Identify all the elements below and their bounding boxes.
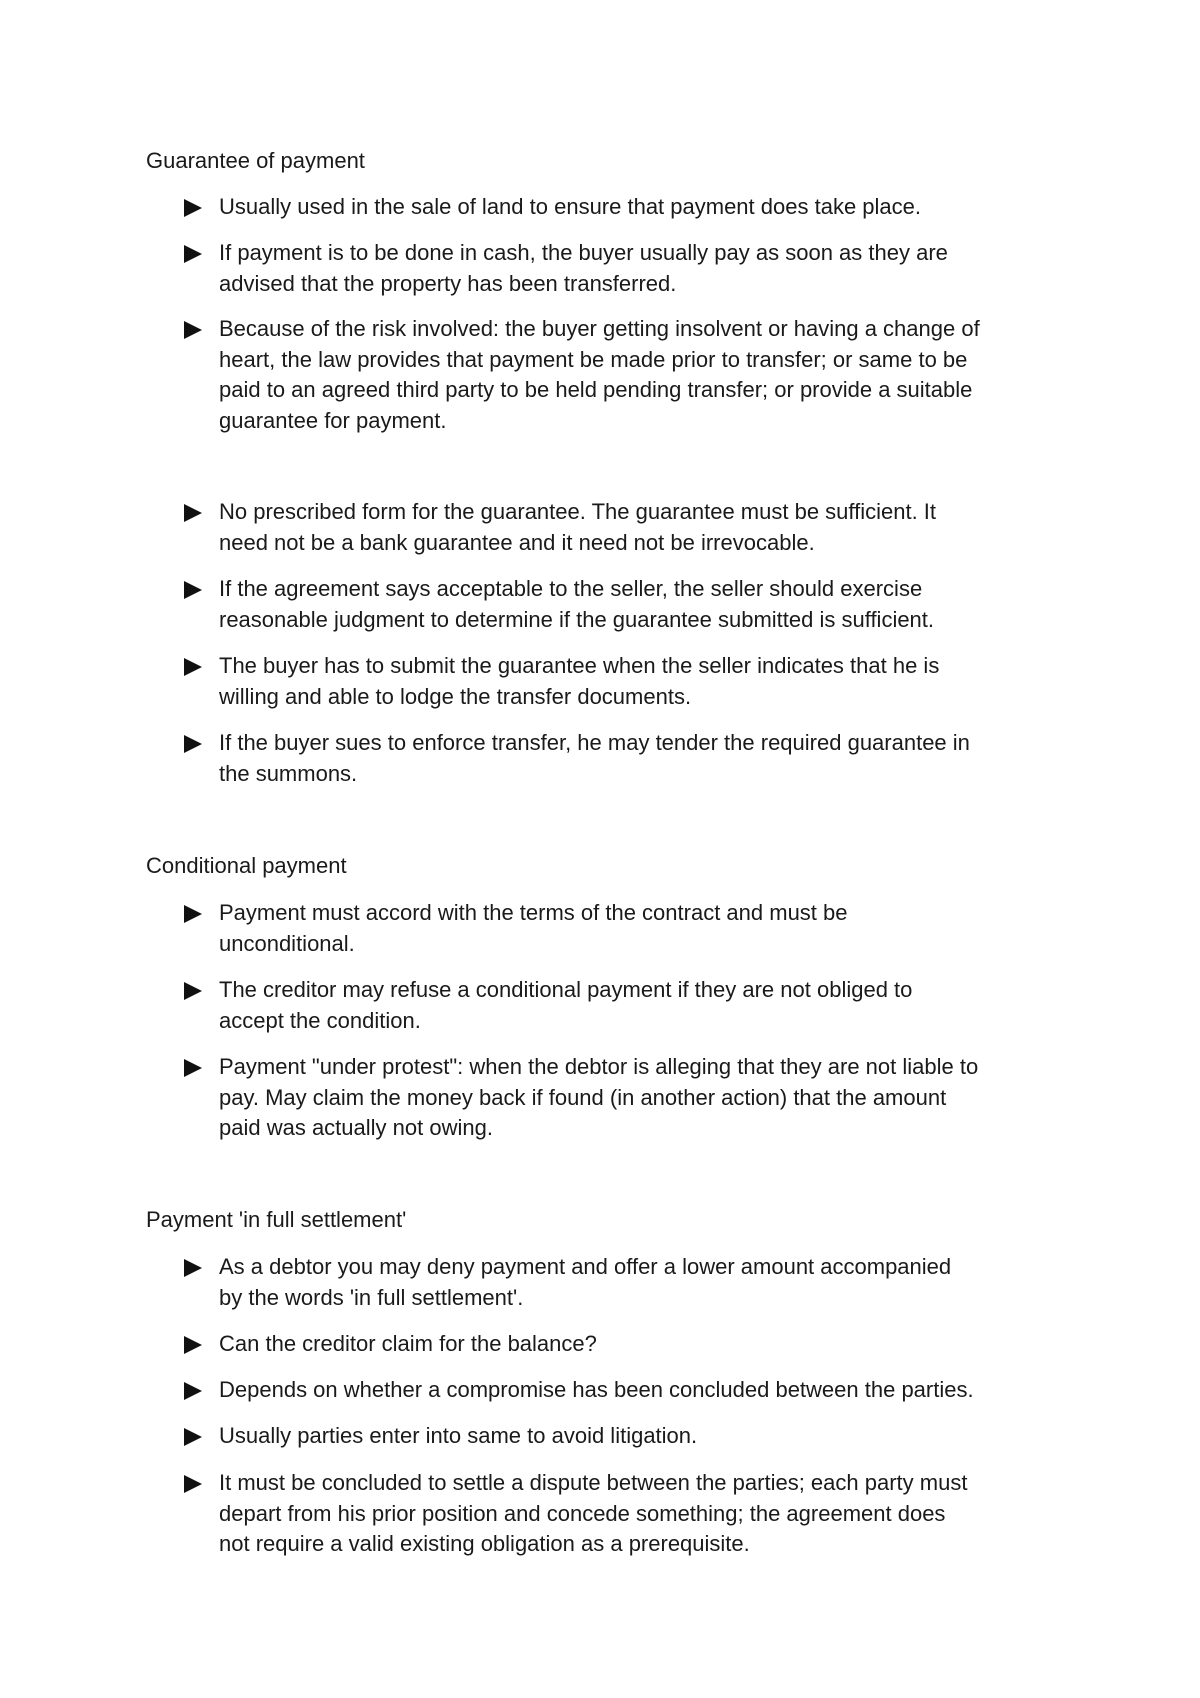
bullet-text: Can the creditor claim for the balance? (219, 1331, 597, 1356)
bullet-arrow-icon (184, 1336, 202, 1354)
bullet-arrow-icon (184, 1382, 202, 1400)
bullet-arrow-icon (184, 735, 202, 753)
bullet-arrow-icon (184, 199, 202, 217)
bullet-arrow-icon (184, 905, 202, 923)
bullet-text: The creditor may refuse a conditional payment if they are not obliged to accept the condition. (219, 977, 913, 1033)
bullet-text: As a debtor you may deny payment and offer a lower amount accompanied by the words 'in full settlement'. (219, 1254, 952, 1310)
bullet-arrow-icon (184, 658, 202, 676)
bullet-arrow-icon (184, 982, 202, 1000)
bullet-text: Usually parties enter into same to avoid litigation. (219, 1423, 698, 1448)
bullet-text: Usually used in the sale of land to ensure that payment does take place. (219, 194, 921, 219)
bullet-text: No prescribed form for the guarantee. The guarantee must be sufficient. It need not be a bank guarantee and it need not be irrevocable. (219, 499, 937, 555)
bullet-arrow-icon (184, 1059, 202, 1077)
bullet-text: It must be concluded to settle a dispute between the parties; each party must depart from his prior position and concede something; the agreement does not require a valid existing obligation as a prerequisite. (219, 1470, 968, 1556)
bullet-arrow-icon (184, 1428, 202, 1446)
bullet-text: Payment "under protest": when the debtor is alleging that they are not liable to pay. May claim the money back if found (in another action) that the amount paid was actually not owing. (219, 1054, 979, 1140)
section-heading-payment-in-full-settlement: Payment 'in full settlement' (146, 1207, 407, 1232)
bullet-arrow-icon (184, 1259, 202, 1277)
section-heading-conditional-payment: Conditional payment (146, 853, 347, 878)
bullet-arrow-icon (184, 1475, 202, 1493)
bullet-text: Because of the risk involved: the buyer getting insolvent or having a change of heart, the law provides that payment be made prior to transfer; or same to be paid to an agreed third party to be held pending transfer; or provide a suitable guarantee for payment. (219, 316, 980, 433)
bullet-arrow-icon (184, 245, 202, 263)
section-heading-guarantee-of-payment: Guarantee of payment (146, 148, 365, 173)
bullet-arrow-icon (184, 504, 202, 522)
bullet-text: Payment must accord with the terms of the contract and must be unconditional. (219, 900, 848, 956)
bullet-text: Depends on whether a compromise has been concluded between the parties. (219, 1377, 974, 1402)
bullet-arrow-icon (184, 581, 202, 599)
bullet-text: If payment is to be done in cash, the buyer usually pay as soon as they are advised that the property has been transferred. (219, 240, 948, 296)
bullet-text: The buyer has to submit the guarantee when the seller indicates that he is willing and able to lodge the transfer documents. (219, 653, 940, 709)
bullet-arrow-icon (184, 321, 202, 339)
bullet-text: If the agreement says acceptable to the seller, the seller should exercise reasonable judgment to determine if the guarantee submitted is sufficient. (219, 576, 935, 632)
bullet-text: If the buyer sues to enforce transfer, he may tender the required guarantee in the summons. (219, 730, 970, 786)
